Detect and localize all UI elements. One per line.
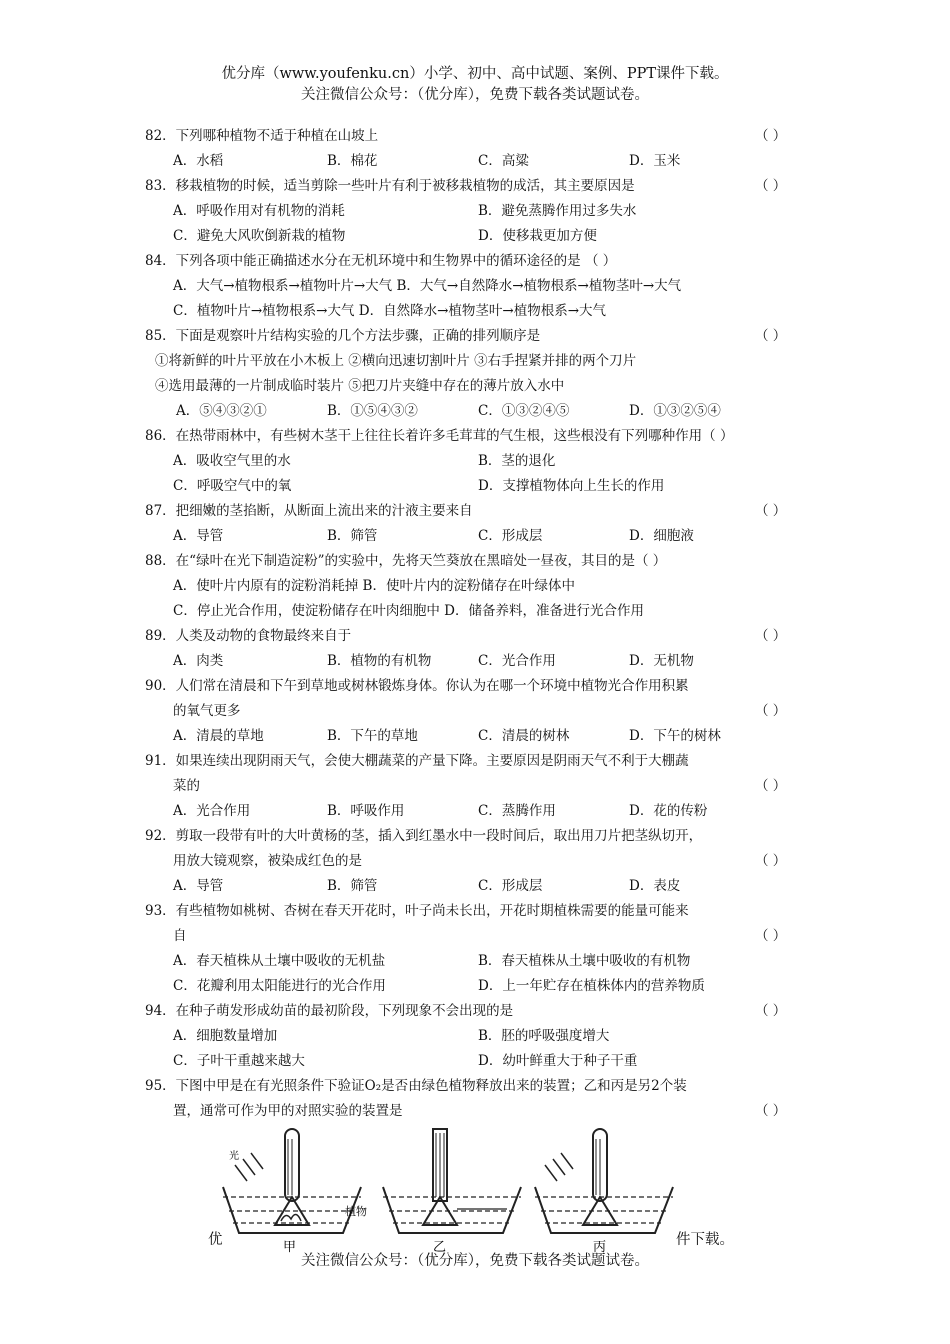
option-93-b: B．春天植株从土壤中吸收的有机物 bbox=[478, 953, 691, 969]
plant-label: 植物 bbox=[345, 1205, 367, 1218]
option-85-b: B．①⑤④③② bbox=[327, 403, 418, 419]
label-jia: 甲 bbox=[283, 1240, 297, 1255]
option-90-c: C．清晨的树林 bbox=[478, 728, 570, 744]
option-90-b: B．下午的草地 bbox=[327, 728, 418, 744]
question-93: 93．有些植物如桃树、杏树在春天开花时，叶子尚未长出，开花时期植株需要的能量可能来 bbox=[145, 903, 689, 919]
option-83-c: C．避免大风吹倒新栽的植物 bbox=[173, 228, 346, 244]
option-86-a: A．吸收空气里的水 bbox=[173, 453, 291, 469]
option-87-d: D．细胞液 bbox=[629, 528, 694, 544]
question-95-cont: 置，通常可作为甲的对照实验的装置是 bbox=[173, 1103, 403, 1119]
options-84-line-1: A．大气→植物根系→植物叶片→大气 B．大气→自然降水→植物根系→植物茎叶→大气 bbox=[173, 278, 682, 294]
label-bing: 丙 bbox=[593, 1240, 607, 1255]
footer-line-1-left: 优 bbox=[208, 1232, 223, 1248]
question-92-cont: 用放大镜观察，被染成红色的是 bbox=[173, 853, 362, 869]
question-94: 94．在种子萌发形成幼苗的最初阶段，下列现象不会出现的是 bbox=[145, 1003, 514, 1019]
steps-85-line-2: ④选用最薄的一片制成临时装片 ⑤把刀片夹缝中存在的薄片放入水中 bbox=[155, 378, 565, 394]
answer-paren-94: （ ） bbox=[755, 1003, 787, 1019]
header-line-2: 关注微信公众号：（优分库），免费下载各类试题试卷。 bbox=[301, 87, 649, 103]
option-87-c: C．形成层 bbox=[478, 528, 543, 544]
option-85-c: C．①③②④⑤ bbox=[478, 403, 570, 419]
option-92-a: A．导管 bbox=[173, 878, 224, 894]
option-91-a: A．光合作用 bbox=[173, 803, 251, 819]
answer-paren-85: （ ） bbox=[755, 328, 787, 344]
answer-paren-93: （ ） bbox=[755, 928, 787, 944]
light-label: 光 bbox=[229, 1151, 239, 1162]
question-85: 85．下面是观察叶片结构实验的几个方法步骤，正确的排列顺序是 bbox=[145, 328, 541, 344]
option-82-a: A．水稻 bbox=[173, 153, 224, 169]
footer-line-1-right: 件下载。 bbox=[676, 1232, 734, 1248]
answer-paren-90: （ ） bbox=[755, 703, 787, 719]
answer-paren-83: （ ） bbox=[755, 178, 787, 194]
option-93-d: D．上一年贮存在植株体内的营养物质 bbox=[478, 978, 705, 994]
option-92-d: D．表皮 bbox=[629, 878, 681, 894]
option-89-c: C．光合作用 bbox=[478, 653, 556, 669]
question-91-cont: 菜的 bbox=[173, 778, 200, 794]
option-89-b: B．植物的有机物 bbox=[327, 653, 432, 669]
option-82-d: D．玉米 bbox=[629, 153, 681, 169]
question-89: 89．人类及动物的食物最终来自于 bbox=[145, 628, 352, 644]
answer-paren-87: （ ） bbox=[755, 503, 787, 519]
option-85-a: A．⑤④③②① bbox=[176, 403, 267, 419]
option-90-d: D．下午的树林 bbox=[629, 728, 721, 744]
option-92-c: C．形成层 bbox=[478, 878, 543, 894]
option-89-a: A．肉类 bbox=[173, 653, 224, 669]
option-87-b: B．筛管 bbox=[327, 528, 378, 544]
option-92-b: B．筛管 bbox=[327, 878, 378, 894]
header-line-1: 优分库（www.youfenku.cn）小学、初中、高中试题、案例、PPT课件下载。 bbox=[221, 66, 729, 82]
question-82: 82．下列哪种植物不适于种植在山坡上 bbox=[145, 128, 379, 144]
question-86: 86．在热带雨林中，有些树木茎干上往往长着许多毛茸茸的气生根，这些根没有下列哪种作用（ ） bbox=[145, 428, 734, 444]
question-90: 90．人们常在清晨和下午到草地或树林锻炼身体。你认为在哪一个环境中植物光合作用积累 bbox=[145, 678, 689, 694]
apparatus-bing bbox=[535, 1129, 673, 1233]
options-88-line-2: C．停止光合作用，使淀粉储存在叶肉细胞中 D．储备养料，准备进行光合作用 bbox=[173, 603, 644, 619]
question-91: 91．如果连续出现阴雨天气，会使大棚蔬菜的产量下降。主要原因是阴雨天气不利于大棚蔬 bbox=[145, 753, 689, 769]
option-94-b: B．胚的呼吸强度增大 bbox=[478, 1028, 610, 1044]
option-83-b: B．避免蒸腾作用过多失水 bbox=[478, 203, 637, 219]
question-95: 95．下图中甲是在有光照条件下验证O₂是否由绿色植物释放出来的装置；乙和丙是另2个装 bbox=[145, 1078, 687, 1094]
option-91-b: B．呼吸作用 bbox=[327, 803, 405, 819]
option-82-b: B．棉花 bbox=[327, 153, 378, 169]
answer-paren-91: （ ） bbox=[755, 778, 787, 794]
option-85-d: D．①③②⑤④ bbox=[629, 403, 721, 419]
question-87: 87．把细嫩的茎掐断，从断面上流出来的汁液主要来自 bbox=[145, 503, 473, 519]
option-86-b: B．茎的退化 bbox=[478, 453, 556, 469]
answer-paren-82: （ ） bbox=[755, 128, 787, 144]
steps-85-line-1: ①将新鲜的叶片平放在小木板上 ②横向迅速切割叶片 ③右手捏紧并排的两个刀片 bbox=[155, 353, 637, 369]
option-83-a: A．呼吸作用对有机物的消耗 bbox=[173, 203, 345, 219]
option-93-c: C．花瓣利用太阳能进行的光合作用 bbox=[173, 978, 386, 994]
footer-line-2: 关注微信公众号：（优分库），免费下载各类试题试卷。 bbox=[301, 1253, 649, 1269]
question-90-cont: 的氧气更多 bbox=[173, 703, 241, 719]
option-86-c: C．呼吸空气中的氧 bbox=[173, 478, 292, 494]
option-94-a: A．细胞数量增加 bbox=[173, 1028, 278, 1044]
option-94-d: D．幼叶鲜重大于种子干重 bbox=[478, 1053, 638, 1069]
option-82-c: C．高粱 bbox=[478, 153, 529, 169]
option-86-d: D．支撑植物体向上生长的作用 bbox=[478, 478, 665, 494]
label-yi: 乙 bbox=[433, 1240, 447, 1255]
option-94-c: C．子叶干重越来越大 bbox=[173, 1053, 305, 1069]
experiment-figure bbox=[215, 1125, 695, 1265]
option-83-d: D．使移栽更加方便 bbox=[478, 228, 597, 244]
answer-paren-95: （ ） bbox=[755, 1103, 787, 1119]
option-87-a: A．导管 bbox=[173, 528, 224, 544]
option-89-d: D．无机物 bbox=[629, 653, 694, 669]
option-91-c: C．蒸腾作用 bbox=[478, 803, 556, 819]
option-90-a: A．清晨的草地 bbox=[173, 728, 264, 744]
apparatus-yi bbox=[383, 1129, 521, 1233]
answer-paren-92: （ ） bbox=[755, 853, 787, 869]
question-88: 88．在“绿叶在光下制造淀粉”的实验中，先将天竺葵放在黑暗处一昼夜，其目的是（ ） bbox=[145, 553, 667, 569]
question-92: 92．剪取一段带有叶的大叶黄杨的茎，插入到红墨水中一段时间后，取出用刀片把茎纵切开， bbox=[145, 828, 703, 844]
options-84-line-2: C．植物叶片→植物根系→大气 D．自然降水→植物茎叶→植物根系→大气 bbox=[173, 303, 607, 319]
question-84: 84．下列各项中能正确描述水分在无机环境中和生物界中的循环途径的是 （ ） bbox=[145, 253, 617, 269]
apparatus-jia bbox=[223, 1129, 361, 1233]
question-83: 83．移栽植物的时候，适当剪除一些叶片有利于被移栽植物的成活，其主要原因是 bbox=[145, 178, 635, 194]
option-93-a: A．春天植株从土壤中吸收的无机盐 bbox=[173, 953, 386, 969]
options-88-line-1: A．使叶片内原有的淀粉消耗掉 B．使叶片内的淀粉储存在叶绿体中 bbox=[173, 578, 575, 594]
question-93-cont: 自 bbox=[173, 928, 187, 944]
option-91-d: D．花的传粉 bbox=[629, 803, 708, 819]
answer-paren-89: （ ） bbox=[755, 628, 787, 644]
